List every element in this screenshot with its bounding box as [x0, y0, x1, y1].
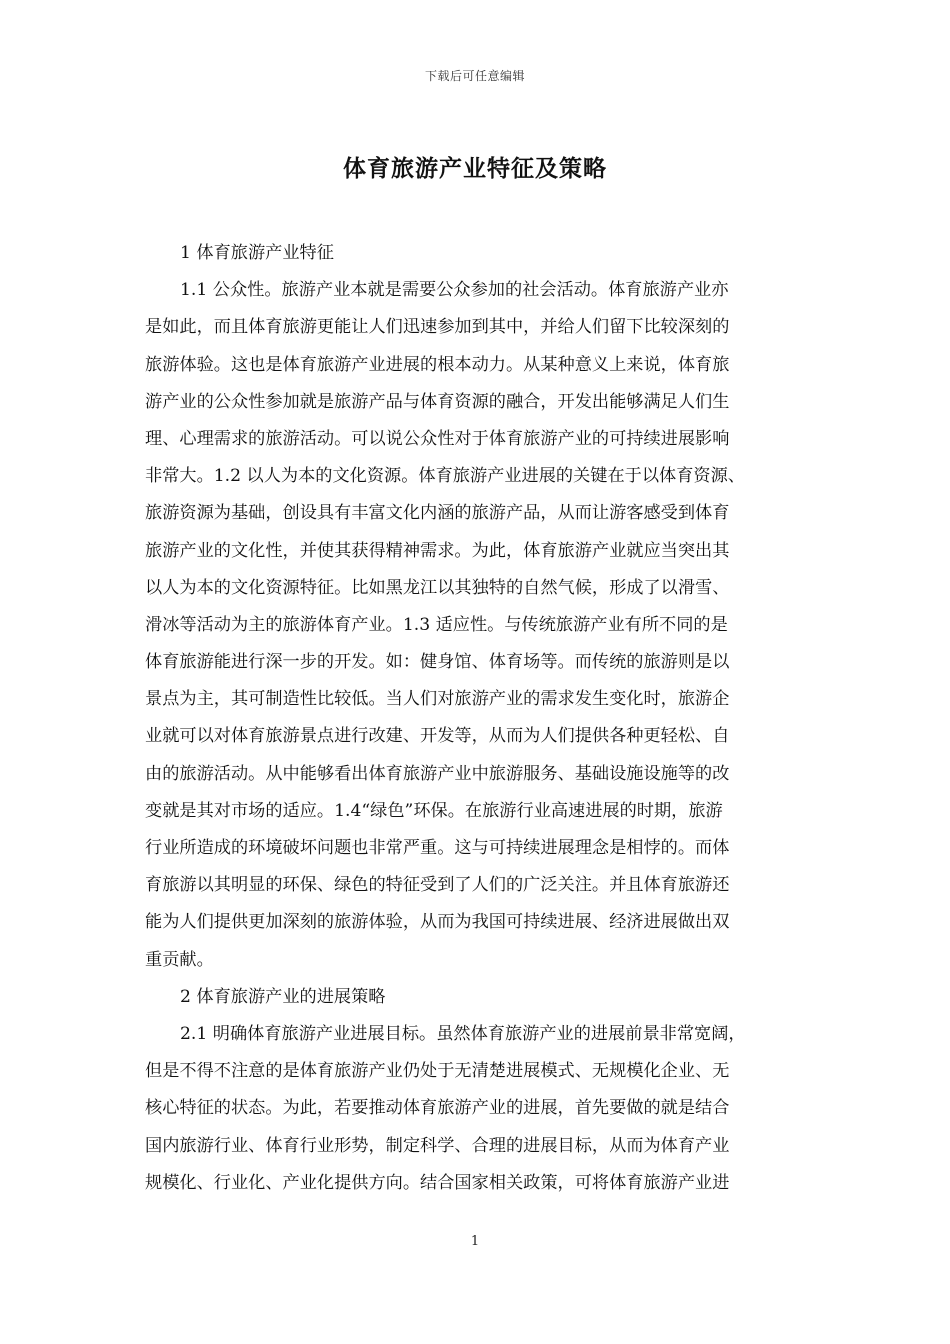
paragraph-line: 由的旅游活动。从中能够看出体育旅游产业中旅游服务、基础设施设施等的改 — [145, 763, 730, 784]
paragraph-line: 业就可以对体育旅游景点进行改建、开发等，从而为人们提供各种更轻松、自 — [145, 726, 730, 747]
paragraph-line: 育旅游以其明显的环保、绿色的特征受到了人们的广泛关注。并且体育旅游还 — [145, 875, 730, 896]
paragraph-line: 滑冰等活动为主的旅游体育产业。1.3 适应性。与传统旅游产业有所不同的是 — [145, 614, 728, 635]
paragraph-line: 旅游产业的文化性，并使其获得精神需求。为此，体育旅游产业就应当突出其 — [145, 540, 730, 561]
paragraph-line: 但是不得不注意的是体育旅游产业仍处于无清楚进展模式、无规模化企业、无 — [145, 1061, 730, 1082]
paragraph-line: 1.1 公众性。旅游产业本就是需要公众参加的社会活动。体育旅游产业亦 — [180, 280, 729, 301]
document-title: 体育旅游产业特征及策略 — [343, 155, 607, 182]
paragraph-line: 旅游资源为基础，创设具有丰富文化内涵的旅游产品，从而让游客感受到体育 — [145, 503, 730, 524]
paragraph-line: 国内旅游行业、体育行业形势，制定科学、合理的进展目标，从而为体育产业 — [145, 1135, 730, 1156]
page-number: 1 — [470, 1234, 480, 1249]
paragraph-line: 游产业的公众性参加就是旅游产品与体育资源的融合，开发出能够满足人们生 — [145, 391, 730, 412]
paragraph-line: 变就是其对市场的适应。1.4“绿色”环保。在旅游行业高速进展的时期，旅游 — [145, 800, 723, 821]
paragraph-line: 以人为本的文化资源特征。比如黑龙江以其独特的自然气候，形成了以滑雪、 — [145, 577, 730, 598]
section-heading-1: 1 体育旅游产业特征 — [180, 243, 334, 263]
paragraph-line: 能为人们提供更加深刻的旅游体验，从而为我国可持续进展、经济进展做出双 — [145, 912, 730, 933]
paragraph-line: 行业所造成的环境破坏问题也非常严重。这与可持续进展理念是相悖的。而体 — [145, 838, 730, 858]
paragraph-line: 核心特征的状态。为此，若要推动体育旅游产业的进展，首先要做的就是结合 — [145, 1098, 730, 1119]
paragraph-line: 是如此，而且体育旅游更能让人们迅速参加到其中，并给人们留下比较深刻的 — [145, 317, 730, 338]
section-heading-2: 2 体育旅游产业的进展策略 — [180, 986, 386, 1007]
paragraph-line: 理、心理需求的旅游活动。可以说公众性对于体育旅游产业的可持续进展影响 — [145, 428, 730, 449]
paragraph-line: 规模化、行业化、产业化提供方向。结合国家相关政策，可将体育旅游产业进 — [145, 1172, 730, 1193]
paragraph-line: 旅游体验。这也是体育旅游产业进展的根本动力。从某种意义上来说，体育旅 — [145, 354, 730, 375]
document-body — [145, 235, 809, 1202]
paragraph-line: 重贡献。 — [145, 949, 214, 970]
paragraph-line: 景点为主，其可制造性比较低。当人们对旅游产业的需求发生变化时，旅游企 — [145, 689, 730, 710]
paragraph-line: 体育旅游能进行深一步的开发。如：健身馆、体育场等。而传统的旅游则是以 — [145, 652, 730, 673]
paragraph-line: 非常大。1.2 以人为本的文化资源。体育旅游产业进展的关键在于以体育资源、 — [145, 466, 745, 487]
paragraph-line: 2.1 明确体育旅游产业进展目标。虽然体育旅游产业的进展前景非常宽阔， — [180, 1023, 746, 1044]
header-note: 下载后可任意编辑 — [424, 69, 525, 83]
